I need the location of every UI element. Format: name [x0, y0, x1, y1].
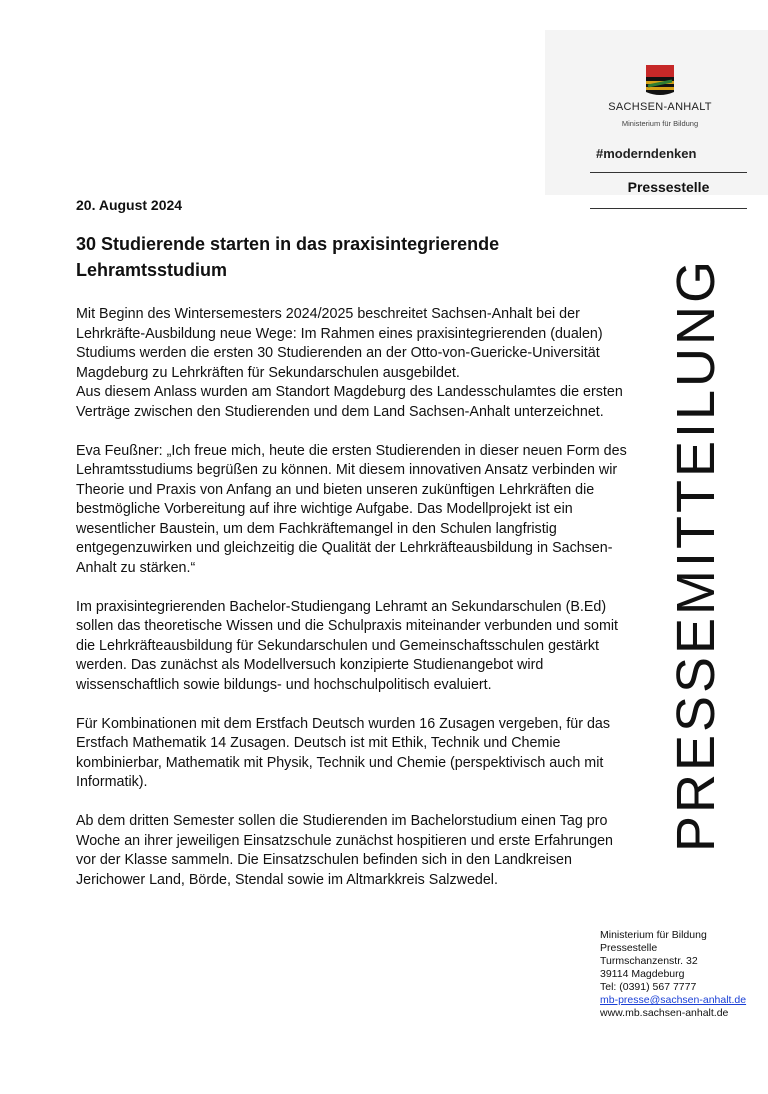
- divider-bottom: [590, 208, 747, 209]
- contact-web: www.mb.sachsen-anhalt.de: [600, 1007, 729, 1019]
- contact-dept: Pressestelle: [600, 942, 658, 954]
- paragraph: Eva Feußner: „Ich freue mich, heute die ersten Studierenden in dieser neuen Form des Lehramtsstudiums begrüßen zu können. Mit diesem innovativen Ansatz verbinden wir Theorie und Praxis von Anfang an und bieten unseren zukünftigen Lehrkräften die bestmögliche Vorbereitung auf ihre wichtige Aufgabe. Das Modellprojekt ist ein wesentlicher Baustein, um dem Fachkräftemangel in den Schulen langfristig entgegenzuwirken und gleichzeitig die Qualität der Lehrkräfteausbildung in Sachsen-Anhalt zu stärken.“: [76, 442, 627, 576]
- contact-email-link[interactable]: mb-presse@sachsen-anhalt.de: [600, 994, 747, 1006]
- release-date: 20. August 2024: [76, 197, 183, 213]
- paragraph: Mit Beginn des Wintersemesters 2024/2025 beschreitet Sachsen-Anhalt bei der Lehrkräfte-Ausbildung neue Wege: Im Rahmen eines praxisintegrierenden (dualen) Studiums werden die ersten 30 Studierenden an der Otto-von-Guericke-Universität Magdeburg zu Lehrkräften für Sekundarschulen ausgebildet.: [76, 306, 603, 381]
- department-label: Pressestelle: [627, 179, 710, 195]
- contact-tel: Tel: (0391) 567 7777: [600, 981, 697, 993]
- contact-org: Ministerium für Bildung: [600, 929, 707, 941]
- coat-of-arms-icon: [645, 64, 675, 96]
- article-title: 30 Studierende starten in das praxisintegrierende Lehramtsstudium: [76, 234, 500, 280]
- divider-top: [590, 172, 747, 173]
- paragraph: Für Kombinationen mit dem Erstfach Deutsch wurden 16 Zusagen vergeben, für das Erstfach Mathematik 14 Zusagen. Deutsch ist mit Ethik, Technik und Chemie kombinierbar, Mathematik mit Physik, Technik und Chemie (perspektivisch auch mit Informatik).: [76, 715, 611, 790]
- paragraph: Ab dem dritten Semester sollen die Studierenden im Bachelorstudium einen Tag pro Woche an ihrer jeweiligen Einsatzschule zunächst hospitieren und erste Erfahrungen vor der Klasse sammeln. Die Einsatzschulen befinden sich in den Landkreisen Jerichower Land, Börde, Stendal sowie im Altmarkkreis Salzwedel.: [76, 813, 613, 888]
- paragraph: Im praxisintegrierenden Bachelor-Studiengang Lehramt an Sekundarschulen (B.Ed) sollen das theoretische Wissen und die Schulpraxis miteinander verbunden und somit die Lehrkräfteausbildung für Sekundarschulen und Gemeinschaftsschulen gestärkt werden. Das zunächst als Modellversuch konzipierte Studienangebot wird wissenschaftlich sowie bildungs- und hochschulpolitisch evaluiert.: [76, 598, 618, 693]
- vertical-title: PRESSEMITTEILUNG: [666, 257, 726, 853]
- contact-city: 39114 Magdeburg: [600, 968, 685, 980]
- brand-name: SACHSEN-ANHALT: [608, 101, 712, 113]
- brand-subtitle: Ministerium für Bildung: [621, 119, 699, 128]
- hashtag: #moderndenken: [596, 146, 697, 161]
- article-body: [76, 305, 636, 910]
- contact-block: [600, 929, 746, 1020]
- contact-street: Turmschanzenstr. 32: [600, 955, 698, 967]
- paragraph: Aus diesem Anlass wurden am Standort Magdeburg des Landesschulamtes die ersten Verträge zwischen den Studierenden und dem Land Sachsen-Anhalt unterzeichnet.: [76, 384, 623, 420]
